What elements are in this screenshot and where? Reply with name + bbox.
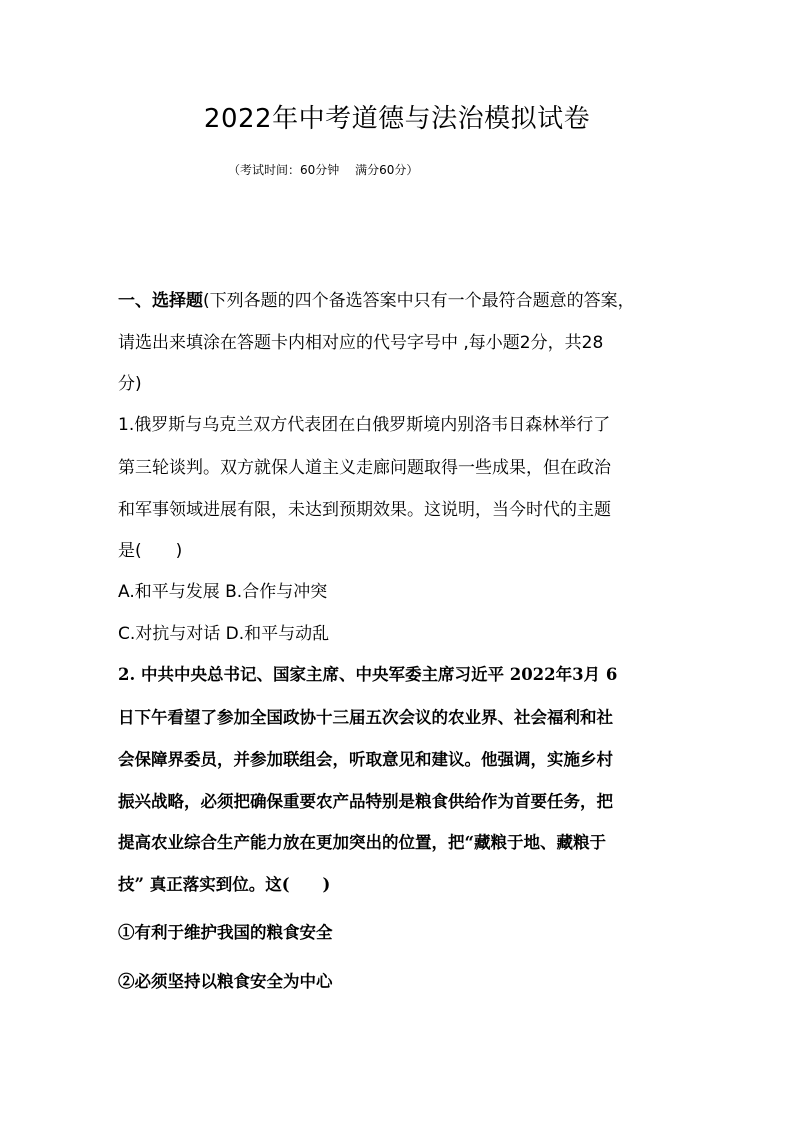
exam-title: 2022年中考道德与法治模拟试卷 <box>203 104 591 134</box>
question-1-option-cd: C.对抗与对话 D.和平与动乱 <box>118 624 330 644</box>
question-2-line-5: 提高农业综合生产能力放在更加突出的位置，把“藏粮于地、藏粮于 <box>118 833 606 852</box>
question-1-line-2: 第三轮谈判。双方就保人道主义走廊问题取得一些成果，但在政治 <box>118 458 611 478</box>
question-1-line-4: 是( ) <box>118 541 183 561</box>
question-1-line-1: 1.俄罗斯与乌克兰双方代表团在白俄罗斯境内别洛韦日森林举行了 <box>118 415 611 435</box>
exam-subtitle: （考试时间：60分钟 满分60分） <box>228 163 419 177</box>
question-2-line-3: 会保障界委员，并参加联组会，听取意见和建议。他强调，实施乡村 <box>118 750 613 769</box>
section-heading-line <box>118 286 635 311</box>
section-instruction-line-2: 请选出来填涂在答题卡内相对应的代号字号中 ,每小题2分，共28 <box>118 333 604 353</box>
question-2-statement-1: ①有利于维护我国的粮食安全 <box>118 923 333 942</box>
section-instruction-line-1: (下列各题的四个备选答案中只有一个最符合题意的答案， <box>203 291 635 311</box>
question-1-option-ab: A.和平与发展 B.合作与冲突 <box>118 582 328 602</box>
question-2-line-2: 日下午看望了参加全国政协十三届五次会议的农业界、社会福利和社 <box>118 708 613 727</box>
question-2-line-6: 技” 真正落实到位。这( ) <box>118 875 331 894</box>
section-heading: 一、选择题 <box>118 291 203 311</box>
section-instruction-line-3: 分) <box>118 374 142 394</box>
question-1-line-3: 和军事领域进展有限，未达到预期效果。这说明，当今时代的主题 <box>118 500 611 520</box>
question-2-statement-2: ②必须坚持以粮食安全为中心 <box>118 972 333 991</box>
question-2-line-4: 振兴战略，必须把确保重要农产品特别是粮食供给作为首要任务，把 <box>118 792 613 811</box>
question-2-line-1: 2. 中共中央总书记、国家主席、中央军委主席习近平 2022年3月 6 <box>118 665 618 684</box>
